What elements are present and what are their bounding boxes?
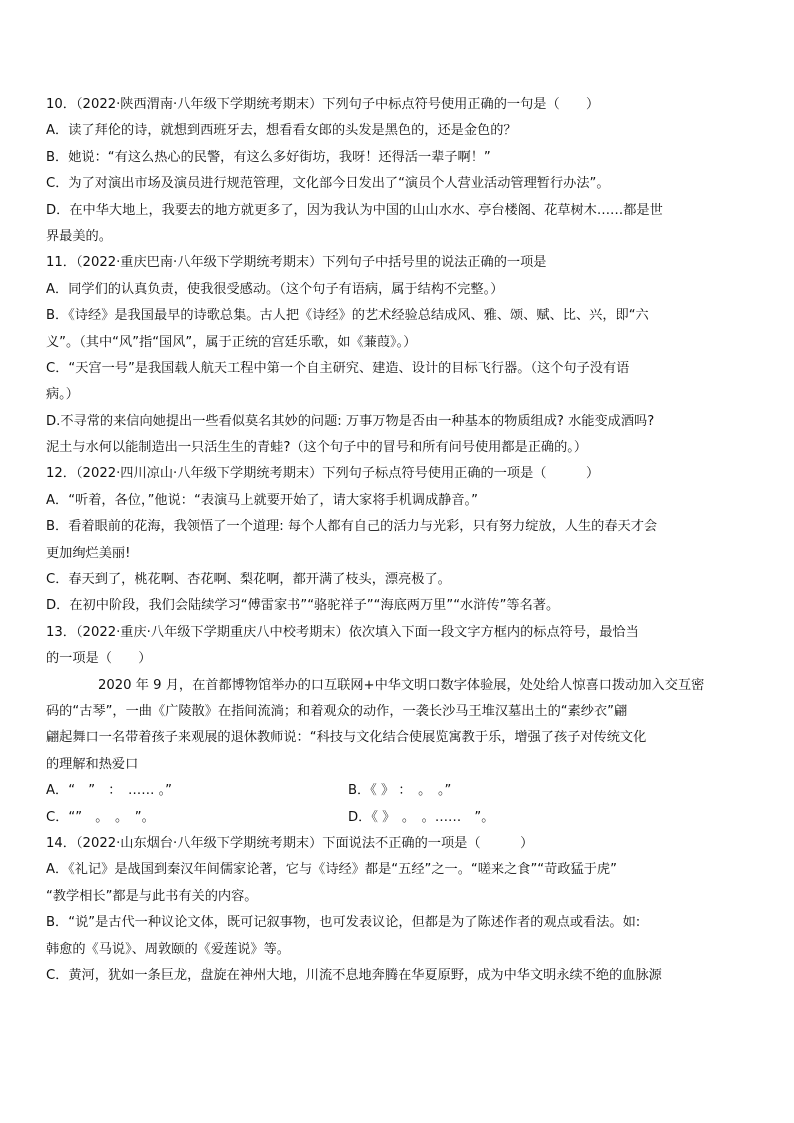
question-13	[46, 620, 740, 831]
question-10-option-c: C．为了对演出市场及演员进行规范管理，文化部今日发出了“演员个人营业活动管理暂行办法”。	[46, 176, 610, 192]
question-13-options-row-1	[46, 778, 740, 804]
question-10-option-b: B．她说：“有这么热心的民警，有这么多好街坊，我呀！还得活一辈子啊！”	[46, 149, 491, 165]
question-12-option-a: A．“听着，各位，”他说：“表演马上就要开始了，请大家将手机调成静音。”	[46, 492, 478, 508]
question-13-passage-line-4: 的理解和热爱口	[46, 756, 139, 772]
question-12-option-b-cont: 更加绚烂美丽!	[46, 545, 131, 561]
question-13-option-a: A．“ ” ： …… 。”	[46, 783, 173, 799]
question-14-stem: 14．（2022·山东烟台·八年级下学期统考期末）下面说法不正确的一项是（ ）	[46, 835, 534, 851]
question-13-passage-line-2: 码的“古琴”，一曲《广陵散》在指间流淌；和着观众的动作，一袭长沙马王堆汉墓出土的“素纱衣”翩	[46, 703, 628, 719]
question-12-stem: 12．（2022·四川凉山·八年级下学期统考期末）下列句子标点符号使用正确的一项是（ ）	[46, 466, 600, 482]
question-10-option-d: D．在中华大地上，我要去的地方就更多了，因为我认为中国的山山水水、亭台楼阁、花草树木……都是世	[46, 202, 663, 218]
question-11-option-c-cont: 病。）	[46, 387, 79, 403]
question-11-option-c: C．“天宫一号”是我国载人航天工程中第一个自主研究、建造、设计的目标飞行器。（这个句子没有语	[46, 360, 630, 376]
question-13-option-b: B．《 》 ： 。 。”	[348, 783, 452, 799]
question-10	[46, 92, 740, 250]
question-14-option-a-cont: “教学相长”都是与此书有关的内容。	[46, 888, 258, 904]
document-content	[46, 92, 740, 989]
question-12	[46, 461, 740, 619]
question-14-option-a: A．《礼记》是战国到秦汉年间儒家论著，它与《诗经》都是“五经”之一。“嗟来之食”“苛政猛于虎”	[46, 862, 617, 878]
question-14-option-c: C．黄河，犹如一条巨龙，盘旋在神州大地，川流不息地奔腾在华夏原野，成为中华文明永续不绝的血脉源	[46, 967, 662, 983]
question-13-passage-line-1: 2020 年 9 月，在首都博物馆举办的口互联网+中华文明口数字体验展，处处给人惊喜口拨动加入交互密	[98, 677, 705, 693]
question-12-option-b: B．看着眼前的花海，我领悟了一个道理: 每个人都有自己的活力与光彩，只有努力绽放，人生的春天才会	[46, 519, 658, 535]
question-13-option-d: D．《 》 。 。…… ”。	[348, 809, 495, 825]
question-10-option-d-cont: 界最美的。	[46, 228, 112, 244]
question-10-option-a: A．读了拜伦的诗，就想到西班牙去，想看看女郎的头发是黑色的，还是金色的？	[46, 123, 517, 139]
question-12-option-d: D．在初中阶段，我们会陆续学习“傅雷家书”“骆驼祥子”“海底两万里”“水浒传”等名著。	[46, 598, 560, 614]
question-13-stem-cont: 的一项是（ ）	[46, 651, 152, 667]
question-11-stem: 11．（2022·重庆巴南·八年级下学期统考期末）下列句子中括号里的说法正确的一项是	[46, 255, 547, 271]
question-13-stem: 13．（2022·重庆·八年级下学期重庆八中校考期末）依次填入下面一段文字方框内的标点符号，最恰当	[46, 624, 639, 640]
question-11-option-b: B．《诗经》是我国最早的诗歌总集。古人把《诗经》的艺术经验总结成风、雅、颂、赋、比、兴，即“六	[46, 308, 649, 324]
question-11-option-d: D.不寻常的来信向她提出一些看似莫名其妙的问题: 万事万物是否由一种基本的物质组成? 水能变成酒吗?	[46, 413, 655, 429]
question-11-option-a: A．同学们的认真负责，使我很受感动。（这个句子有语病，属于结构不完整。）	[46, 281, 504, 297]
question-10-stem: 10．（2022·陕西渭南·八年级下学期统考期末）下列句子中标点符号使用正确的一句是（ ）	[46, 97, 600, 112]
question-11-option-d-cont: 泥土与水何以能制造出一只活生生的青蛙?（这个句子中的冒号和所有问号使用都是正确的。）	[46, 440, 588, 456]
question-13-options-row-2	[46, 805, 740, 831]
question-11-option-b-cont: 义”。（其中“风”指“国风”，属于正统的宫廷乐歌，如《蒹葭》。）	[46, 334, 417, 350]
question-12-option-c: C．春天到了，桃花啊、杏花啊、梨花啊，都开满了枝头，漂亮极了。	[46, 572, 451, 588]
question-13-passage-line-3: 翩起舞口一名带着孩子来观展的退休教师说：“科技与文化结合使展览寓教于乐，增强了孩子对传统文化	[46, 730, 647, 746]
question-14	[46, 831, 740, 989]
question-14-option-b: B．“说”是古代一种议论文体，既可记叙事物，也可发表议论，但都是为了陈述作者的观点或看法。如:	[46, 915, 641, 931]
question-11	[46, 250, 740, 461]
question-13-option-c: C．“” 。 。 ”。	[46, 809, 155, 825]
question-14-option-b-cont: 韩愈的《马说》、周敦颐的《爱莲说》等。	[46, 941, 290, 957]
